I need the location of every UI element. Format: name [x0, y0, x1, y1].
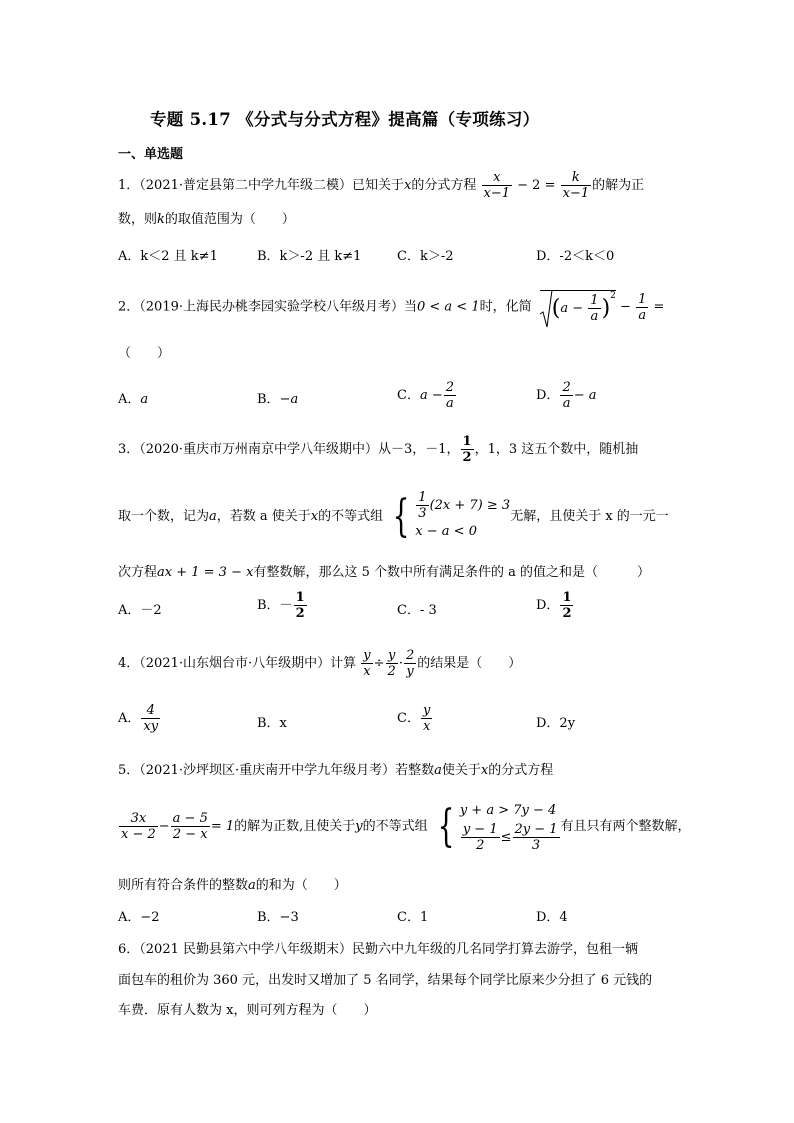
question-source: （2020·重庆市万州南京中学八年级期中）从－3，－1，: [139, 442, 460, 457]
q4-option-d: D．2y: [536, 716, 576, 731]
q2-option-a: A．a: [118, 392, 149, 407]
sqrt-expression: (a − $\frac{1}{a}$ )$^2$: [540, 290, 616, 324]
q3-option-c: C．- 3: [397, 603, 437, 618]
inequality-system: y + a > 7y − 4 $\frac{y - 1}{2}$ ≤ $\frac{2y - 1}{3}$: [459, 803, 558, 853]
q4-option-c: C． $\frac{y}{x}$: [397, 703, 431, 734]
radical-sign-icon: [540, 290, 552, 328]
q4-option-b: B．x: [257, 716, 287, 731]
q1-option-c: C．k＞-2: [397, 249, 454, 264]
question-number: 4．: [118, 656, 140, 671]
page-title: 专题 5.17 《分式与分式方程》提高篇（专项练习）: [150, 110, 540, 129]
question-3-line2: 取一个数，记为a，若数 a 使关于x的不等式组 { $\frac{1}{3}$ (2x + 7) ≥ 3 x − a < 0 无解，且使关于 x 的一元一: [118, 490, 669, 542]
question-number: 5．: [118, 763, 140, 778]
brace-icon: {: [392, 490, 410, 542]
q5-option-a: A．−2: [118, 910, 160, 925]
question-1: 1．（2021·普定县第二中学九年级二模）已知关于x的分式方程 $\frac{x}{x-1}$ − 2 = $\frac{k}{x-1}$ 的解为正: [118, 170, 645, 201]
q5-option-d: D．4: [536, 910, 568, 925]
question-source: （2021·沙坪坝区·重庆南开中学九年级月考）若整数: [139, 763, 435, 778]
q1-option-a: A．k＜2 且 k≠1: [118, 249, 218, 264]
question-number: 1．: [118, 178, 140, 193]
q1-option-b: B．k＞-2 且 k≠1: [257, 249, 362, 264]
question-number: 3．: [118, 442, 140, 457]
question-source: （2019·上海民办桃李园实验学校八年级月考）当: [139, 299, 417, 315]
q3-option-d: D． $\frac{1}{2}$: [536, 590, 572, 621]
q5-option-b: B．−3: [257, 910, 299, 925]
q2-option-c: C．a − $\frac{2}{a}$: [397, 380, 455, 411]
q4-option-a: A． $\frac{4}{xy}$: [118, 703, 159, 734]
inequality-system: $\frac{1}{3}$ (2x + 7) ≥ 3 x − a < 0: [415, 490, 511, 539]
question-source: （2021·普定县第二中学九年级二模）已知关于: [139, 178, 404, 193]
q5-option-c: C．1: [397, 910, 429, 925]
question-3-line3: 次方程ax + 1 = 3 − x有整数解，那么这 5 个数中所有满足条件的 a 的值之和是（ ）: [118, 565, 651, 580]
question-6: 6．（2021 民勤县第六中学八年级期末）民勤六中九年级的几名同学打算去游学，包租一辆: [118, 942, 638, 957]
question-5: 5．（2021·沙坪坝区·重庆南开中学九年级月考）若整数a使关于x的分式方程: [118, 763, 554, 778]
question-6-line2: 面包车的租价为 360 元，出发时又增加了 5 名同学，结果每个同学比原来少分担了 6 元钱的: [118, 973, 653, 988]
question-number: 2．: [118, 299, 140, 315]
section-heading: 一、单选题: [118, 147, 184, 162]
q2-option-d: D． $\frac{2}{a}$ − a: [536, 380, 597, 411]
question-2-paren: （ ）: [118, 346, 171, 361]
q3-option-b: B．－ $\frac{1}{2}$: [257, 590, 305, 621]
question-1-line2: 数，则k的取值范围为（ ）: [118, 212, 295, 227]
question-3: 3．（2020·重庆市万州南京中学八年级期中）从－3，－1， $\frac{1}{2}$ ，1，3 这五个数中，随机抽: [118, 434, 639, 465]
question-source: （2021·山东烟台市·八年级期中）计算: [139, 656, 357, 671]
question-4: 4．（2021·山东烟台市·八年级期中）计算 $\frac{y}{x}$ ÷ $\frac{y}{2}$ · $\frac{2}{y}$ 的结果是（ ）: [118, 648, 522, 679]
question-2: 2．（2019·上海民办桃李园实验学校八年级月考）当0 < a < 1时，化简 (a − $\frac{1}{a}$ )$^2$ − $\frac{1}{a}$ =: [118, 290, 664, 324]
question-5-line2: $\frac{3x}{x - 2}$ − $\frac{a - 5}{2 - x}$ = 1的解为正数,且使关于y的不等式组 { y + a > 7y − 4 $\frac{y - 1}{2}$ ≤ $\frac{2y - 1}{3}$ 有且只有两个整数解，: [121, 800, 691, 853]
brace-icon: {: [437, 800, 455, 852]
question-6-line3: 车费．原有人数为 x，则可列方程为（ ）: [118, 1003, 377, 1018]
question-5-line3: 则所有符合条件的整数a的和为（ ）: [118, 878, 347, 893]
q3-option-a: A．－2: [118, 603, 162, 618]
q1-option-d: D．-2＜k＜0: [536, 249, 615, 264]
q2-option-b: B．−a: [257, 392, 299, 407]
